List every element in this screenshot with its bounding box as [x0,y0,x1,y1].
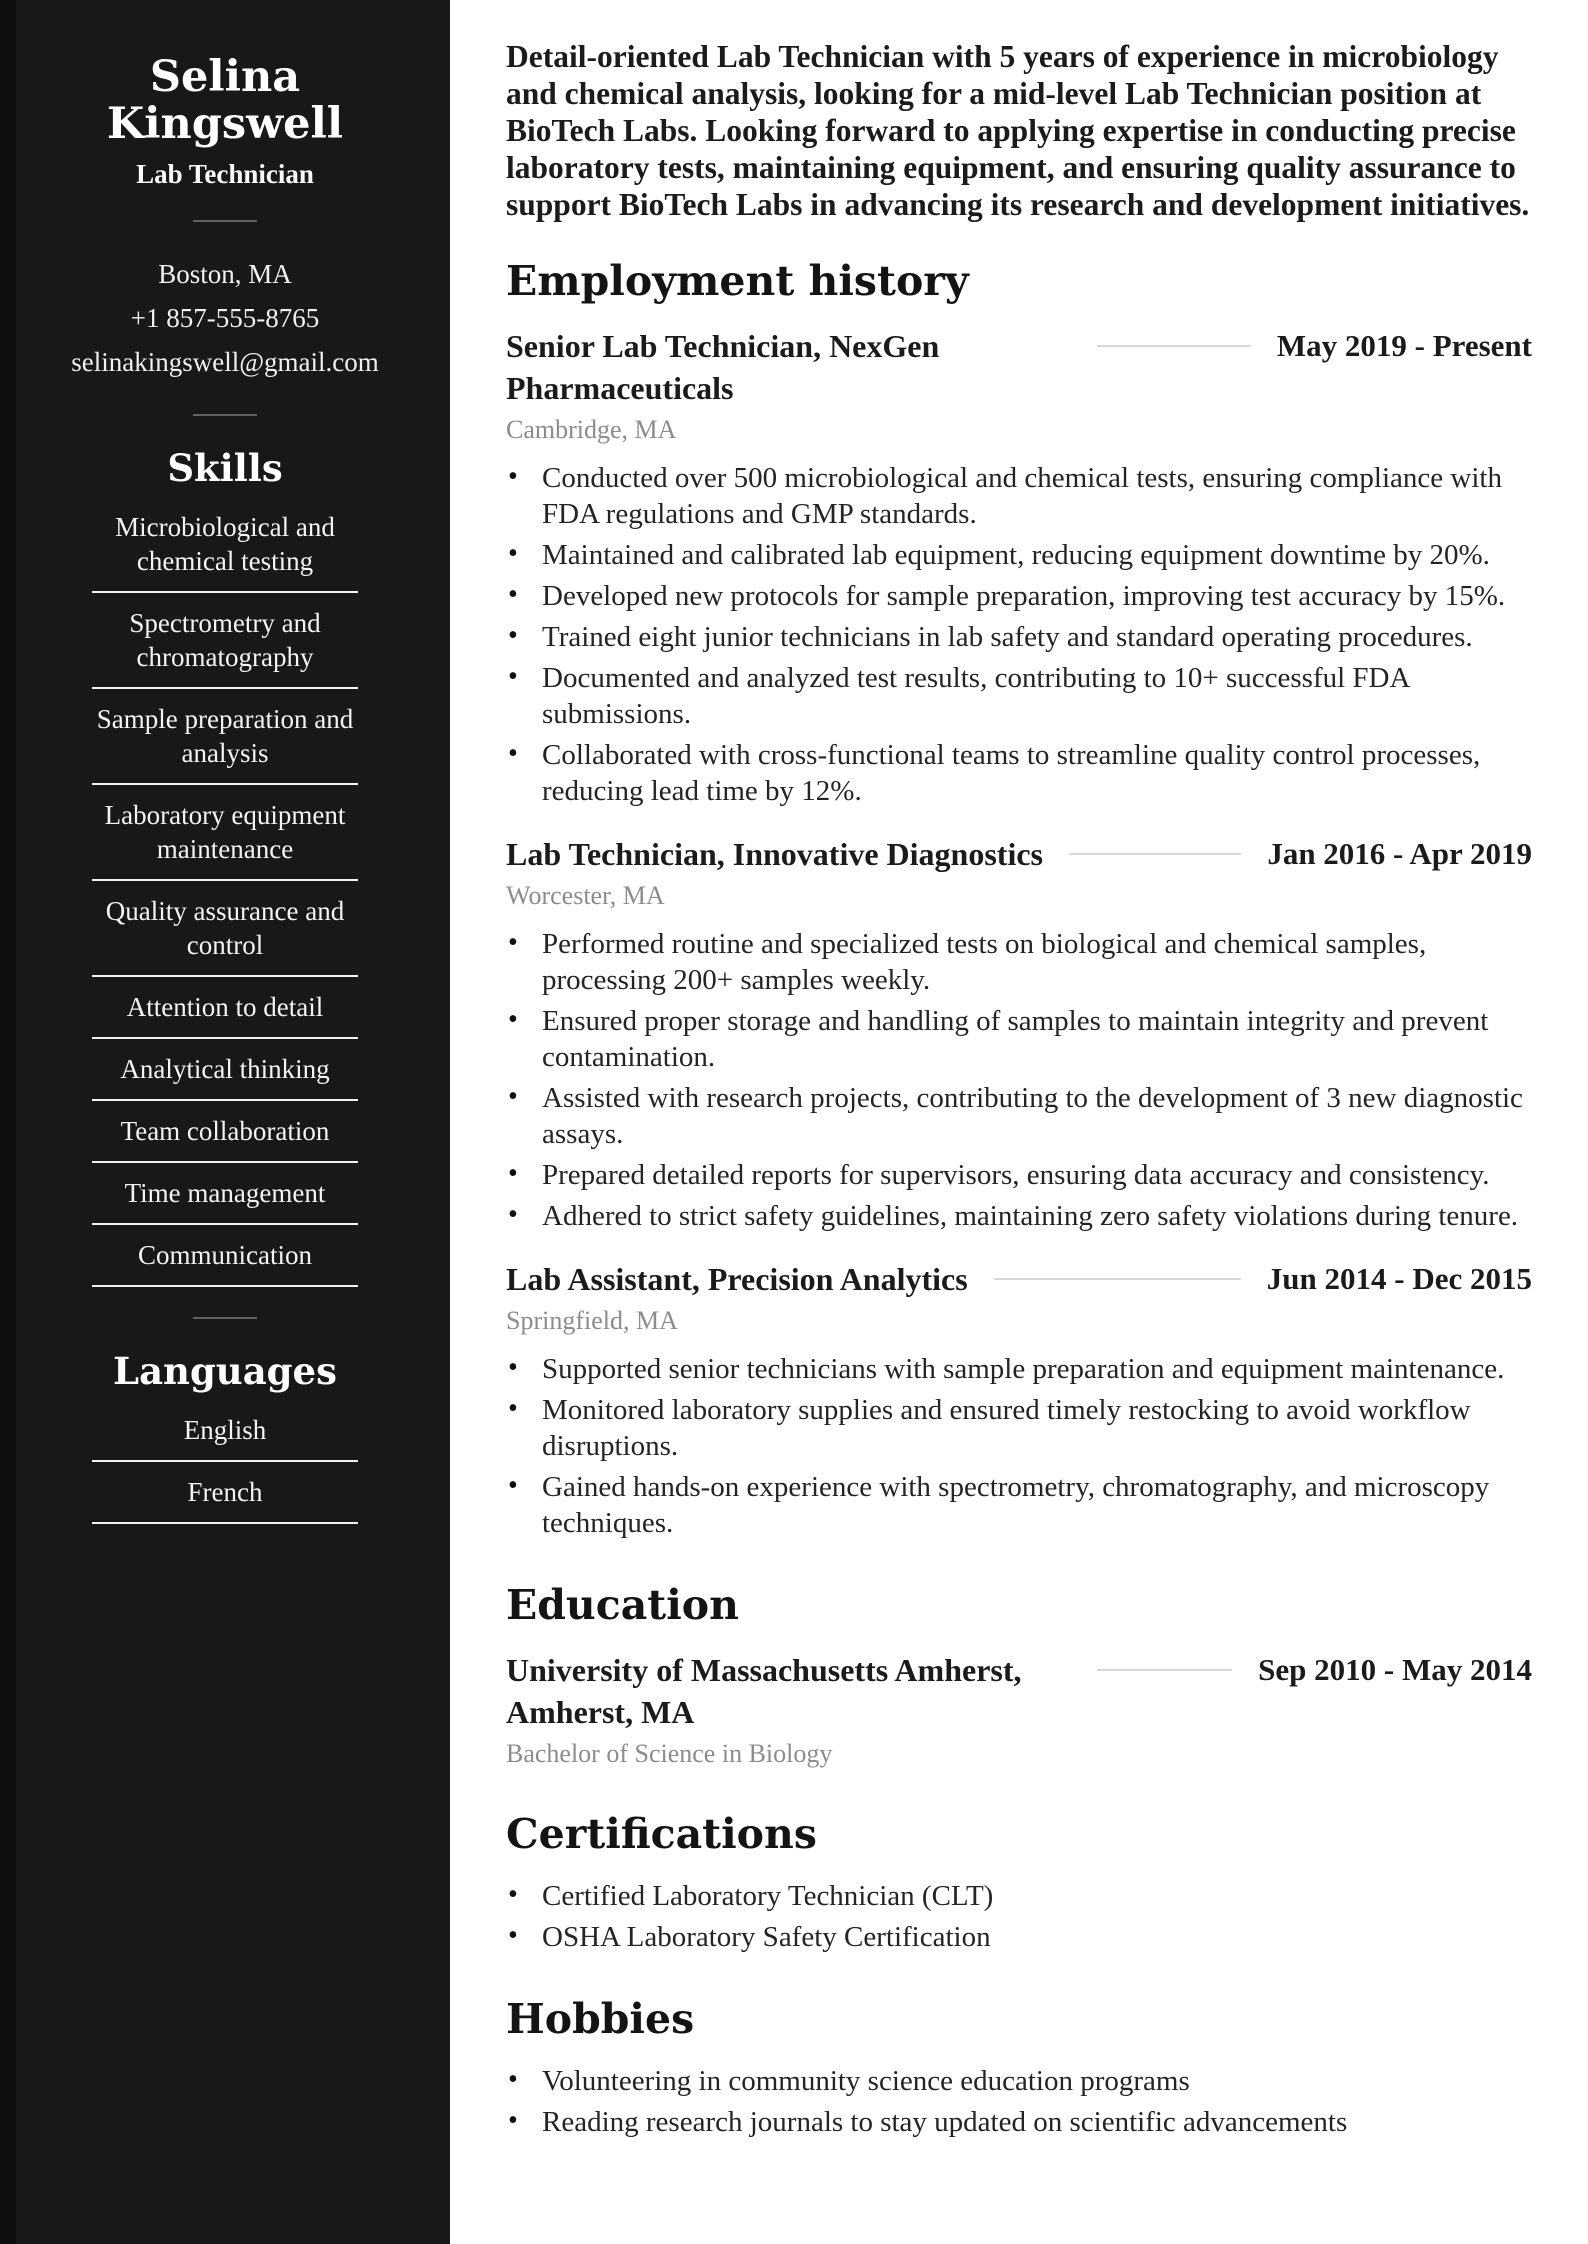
job-bullet [506,660,1532,732]
job-location: Cambridge, MA [506,415,677,444]
job-bullet-text: Performed routine and specialized tests on biological and chemical samples, processing 200+ samples weekly. [542,928,1427,996]
hobbies-heading: Hobbies [506,1995,695,2043]
certifications-heading: Certifications [506,1810,817,1858]
bullet-dot-icon: • [508,579,518,610]
job-bullet-text: Adhered to strict safety guidelines, maintaining zero safety violations during tenure. [542,1200,1519,1232]
education-heading: Education [506,1581,739,1629]
job-dates: May 2019 - Present [1276,328,1532,363]
skills-heading: Skills [167,445,283,490]
job-bullet-text: Developed new protocols for sample preparation, improving test accuracy by 15%. [542,580,1506,612]
job-bullet [506,1157,1532,1193]
job-bullet-text: Ensured proper storage and handling of samples to maintain integrity and prevent contamination. [542,1005,1489,1073]
certification-text: OSHA Laboratory Safety Certification [542,1921,991,1953]
contact-block [0,252,450,384]
job-location: Springfield, MA [506,1306,678,1335]
skill-item: Sample preparation and analysis [92,702,358,785]
certification-text: Certified Laboratory Technician (CLT) [542,1880,994,1912]
job-bullet [506,926,1532,998]
bullet-dot-icon: • [508,1393,518,1424]
job-title: Lab Assistant, Precision Analytics [506,1261,968,1297]
job-bullets [506,1351,1532,1541]
hobby-text: Volunteering in community science education programs [542,2065,1190,2097]
languages-list [0,1413,450,1524]
bullet-dot-icon: • [508,927,518,958]
entry-rule-line [1069,853,1241,855]
job-bullet [506,578,1532,614]
certifications-list [506,1878,1532,1955]
job-entry-header [506,833,1532,875]
job-bullet-text: Prepared detailed reports for supervisors, ensuring data accuracy and consistency. [542,1159,1490,1191]
job-bullet-text: Documented and analyzed test results, contributing to 10+ successful FDA submissions. [542,662,1409,730]
employment-heading: Employment history [506,257,969,305]
contact-location: Boston, MA [158,258,292,289]
job-bullet-text: Trained eight junior technicians in lab safety and standard operating procedures. [542,621,1473,653]
job-bullet [506,460,1532,532]
hobby-item [506,2104,1532,2140]
entry-rule-line [1097,345,1251,347]
education-entry [506,1649,1532,1770]
skill-item: Team collaboration [92,1114,358,1163]
job-bullet [506,1198,1532,1234]
job-bullet [506,619,1532,655]
job-bullet-text: Conducted over 500 microbiological and chemical tests, ensuring compliance with FDA regulations and GMP standards. [542,462,1502,530]
bullet-dot-icon: • [508,1352,518,1383]
skill-item: Spectrometry and chromatography [92,606,358,689]
skill-item: Communication [92,1238,358,1287]
bullet-dot-icon: • [508,1920,518,1951]
profile-summary: Detail-oriented Lab Technician with 5 years of experience in microbiology and chemical analysis, looking for a mid-level Lab Technician position at BioTech Labs. Looking forward to applying expertise in conducting precise laboratory tests, maintaining equipment, and ensuring quality assurance to support BioTech Labs in advancing its research and development initiatives. [506,39,1530,222]
entry-rule-line [1097,1669,1232,1671]
job-bullet [506,1080,1532,1152]
bullet-dot-icon: • [508,2064,518,2095]
bullet-dot-icon: • [508,661,518,692]
job-bullet-text: Monitored laboratory supplies and ensured timely restocking to avoid workflow disruptions. [542,1394,1471,1462]
education-entry-header [506,1649,1532,1733]
language-item: French [92,1475,358,1524]
bullet-dot-icon: • [508,538,518,569]
skill-item: Analytical thinking [92,1052,358,1101]
bullet-dot-icon: • [508,1879,518,1910]
job-bullet [506,1003,1532,1075]
job-bullets [506,926,1532,1234]
job-bullet [506,537,1532,573]
job-entry-header [506,325,1532,409]
job-bullet [506,1351,1532,1387]
bullet-dot-icon: • [508,1004,518,1035]
bullet-dot-icon: • [508,1081,518,1112]
person-job-title: Lab Technician [136,158,314,189]
job-bullet-text: Gained hands-on experience with spectrometry, chromatography, and microscopy techniques. [542,1471,1490,1539]
job-entry [506,833,1532,1234]
job-bullet-text: Supported senior technicians with sample preparation and equipment maintenance. [542,1353,1505,1385]
job-bullet-text: Collaborated with cross-functional teams to streamline quality control processes, reducing lead time by 12%. [542,739,1481,807]
hobbies-list [506,2063,1532,2140]
certification-item [506,1919,1532,1955]
job-bullet-text: Assisted with research projects, contributing to the development of 3 new diagnostic assays. [542,1082,1523,1150]
bullet-dot-icon: • [508,620,518,651]
sidebar-divider [193,1317,257,1319]
certification-item [506,1878,1532,1914]
hobby-item [506,2063,1532,2099]
sidebar-divider [193,414,257,416]
job-entry-header [506,1258,1532,1300]
bullet-dot-icon: • [508,1470,518,1501]
job-title: Senior Lab Technician, NexGen Pharmaceuticals [506,328,940,406]
job-location: Worcester, MA [506,881,665,910]
job-bullets [506,460,1532,809]
skill-item: Quality assurance and control [92,894,358,977]
languages-heading: Languages [113,1348,337,1393]
bullet-dot-icon: • [508,1158,518,1189]
skill-item: Time management [92,1176,358,1225]
sidebar [0,0,450,2244]
bullet-dot-icon: • [508,461,518,492]
contact-phone: +1 857-555-8765 [130,302,320,333]
bullet-dot-icon: • [508,1199,518,1230]
sidebar-edge-strip [0,0,16,2244]
person-name: Selina Kingswell [106,52,344,150]
skills-list [0,510,450,1287]
bullet-dot-icon: • [508,2105,518,2136]
entry-rule-line [994,1278,1241,1280]
bullet-dot-icon: • [508,738,518,769]
language-item: English [92,1413,358,1462]
hobby-text: Reading research journals to stay updated on scientific advancements [542,2106,1348,2138]
job-dates: Jan 2016 - Apr 2019 [1267,836,1532,871]
education-degree: Bachelor of Science in Biology [506,1739,833,1768]
job-bullet [506,1392,1532,1464]
job-bullet [506,1469,1532,1541]
jobs-list [506,325,1532,1541]
education-school: University of Massachusetts Amherst, Amherst, MA [506,1652,1022,1730]
main-column [450,0,1588,2145]
sidebar-divider [193,220,257,222]
job-dates: Jun 2014 - Dec 2015 [1266,1261,1532,1296]
skill-item: Attention to detail [92,990,358,1039]
job-bullet [506,737,1532,809]
skill-item: Microbiological and chemical testing [92,510,358,593]
skill-item: Laboratory equipment maintenance [92,798,358,881]
education-dates: Sep 2010 - May 2014 [1258,1652,1532,1687]
job-bullet-text: Maintained and calibrated lab equipment, reducing equipment downtime by 20%. [542,539,1490,571]
contact-email: selinakingswell@gmail.com [71,346,379,377]
job-entry [506,1258,1532,1541]
job-entry [506,325,1532,809]
job-title: Lab Technician, Innovative Diagnostics [506,836,1043,872]
